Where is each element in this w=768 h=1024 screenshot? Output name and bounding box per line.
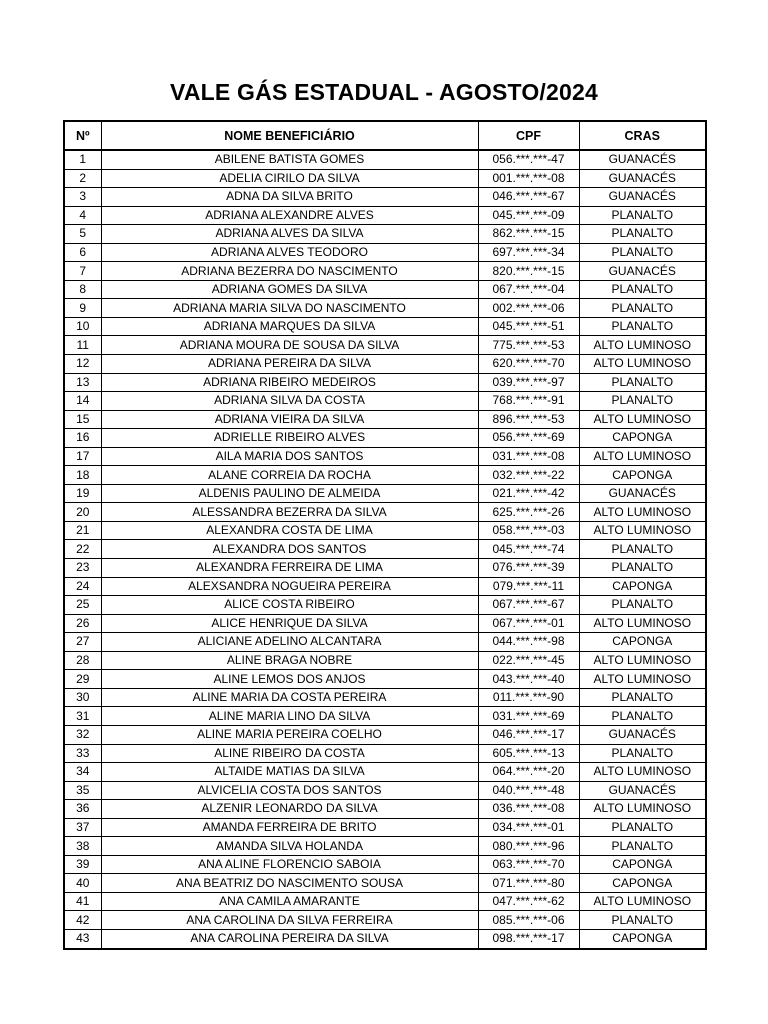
cell-cpf: 045.***.***-74 [478, 540, 579, 559]
cell-cpf: 768.***.***-91 [478, 392, 579, 411]
cell-cras: ALTO LUMINOSO [579, 614, 706, 633]
cell-cras: GUANACÉS [579, 781, 706, 800]
cell-cras: CAPONGA [579, 633, 706, 652]
table-row [64, 874, 706, 893]
cell-name: ALDENIS PAULINO DE ALMEIDA [101, 484, 478, 503]
cell-number: 35 [64, 781, 101, 800]
cell-cpf: 044.***.***-98 [478, 633, 579, 652]
cell-name: ALINE MARIA DA COSTA PEREIRA [101, 688, 478, 707]
cell-cpf: 697.***.***-34 [478, 243, 579, 262]
cell-cras: CAPONGA [579, 577, 706, 596]
cell-number: 28 [64, 651, 101, 670]
cell-number: 19 [64, 484, 101, 503]
cell-number: 29 [64, 670, 101, 689]
cell-cpf: 625.***.***-26 [478, 503, 579, 522]
cell-name: ALEXSANDRA NOGUEIRA PEREIRA [101, 577, 478, 596]
cell-number: 30 [64, 688, 101, 707]
cell-cras: ALTO LUMINOSO [579, 503, 706, 522]
cell-name: ADRIANA GOMES DA SILVA [101, 280, 478, 299]
cell-name: ADRIANA MOURA DE SOUSA DA SILVA [101, 336, 478, 355]
table-row [64, 763, 706, 782]
cell-cras: GUANACÉS [579, 188, 706, 207]
cell-cpf: 002.***.***-06 [478, 299, 579, 318]
cell-cpf: 021.***.***-42 [478, 484, 579, 503]
cell-cras: CAPONGA [579, 855, 706, 874]
table-row [64, 800, 706, 819]
table-row [64, 633, 706, 652]
cell-cras: PLANALTO [579, 744, 706, 763]
cell-number: 5 [64, 225, 101, 244]
cell-number: 27 [64, 633, 101, 652]
cell-name: ANA CAROLINA PEREIRA DA SILVA [101, 929, 478, 948]
table-row [64, 540, 706, 559]
cell-number: 3 [64, 188, 101, 207]
table-row [64, 725, 706, 744]
cell-name: ALZENIR LEONARDO DA SILVA [101, 800, 478, 819]
cell-cpf: 031.***.***-69 [478, 707, 579, 726]
cell-cpf: 080.***.***-96 [478, 837, 579, 856]
cell-cpf: 001.***.***-08 [478, 169, 579, 188]
cell-number: 15 [64, 410, 101, 429]
cell-name: ALANE CORREIA DA ROCHA [101, 466, 478, 485]
cell-cras: ALTO LUMINOSO [579, 447, 706, 466]
table-row [64, 150, 706, 169]
cell-name: ALINE MARIA PEREIRA COELHO [101, 725, 478, 744]
cell-number: 43 [64, 929, 101, 948]
cell-name: ALICE HENRIQUE DA SILVA [101, 614, 478, 633]
cell-cpf: 076.***.***-39 [478, 559, 579, 578]
cell-cpf: 085.***.***-06 [478, 911, 579, 930]
cell-number: 42 [64, 911, 101, 930]
cell-number: 40 [64, 874, 101, 893]
cell-cpf: 032.***.***-22 [478, 466, 579, 485]
cell-name: ADRIANA ALEXANDRE ALVES [101, 206, 478, 225]
table-row [64, 429, 706, 448]
cell-name: ALICE COSTA RIBEIRO [101, 596, 478, 615]
cell-number: 24 [64, 577, 101, 596]
table-row [64, 188, 706, 207]
cell-name: ALINE RIBEIRO DA COSTA [101, 744, 478, 763]
cell-name: ALVICELIA COSTA DOS SANTOS [101, 781, 478, 800]
cell-cpf: 064.***.***-20 [478, 763, 579, 782]
cell-cpf: 067.***.***-04 [478, 280, 579, 299]
cell-cras: CAPONGA [579, 929, 706, 948]
cell-cpf: 056.***.***-69 [478, 429, 579, 448]
cell-name: ADRIANA RIBEIRO MEDEIROS [101, 373, 478, 392]
cell-number: 31 [64, 707, 101, 726]
cell-cpf: 045.***.***-51 [478, 317, 579, 336]
header-cpf: CPF [478, 121, 579, 150]
cell-number: 37 [64, 818, 101, 837]
cell-cpf: 820.***.***-15 [478, 262, 579, 281]
cell-cpf: 896.***.***-53 [478, 410, 579, 429]
cell-cpf: 067.***.***-01 [478, 614, 579, 633]
cell-number: 13 [64, 373, 101, 392]
cell-cpf: 036.***.***-08 [478, 800, 579, 819]
table-row [64, 781, 706, 800]
cell-number: 18 [64, 466, 101, 485]
cell-name: AMANDA SILVA HOLANDA [101, 837, 478, 856]
cell-name: ALEXANDRA COSTA DE LIMA [101, 521, 478, 540]
cell-name: ALICIANE ADELINO ALCANTARA [101, 633, 478, 652]
cell-number: 25 [64, 596, 101, 615]
cell-name: ANA CAMILA AMARANTE [101, 892, 478, 911]
cell-name: ANA ALINE FLORENCIO SABOIA [101, 855, 478, 874]
table-row [64, 688, 706, 707]
cell-name: ADNA DA SILVA BRITO [101, 188, 478, 207]
table-row [64, 392, 706, 411]
cell-number: 23 [64, 559, 101, 578]
cell-name: ADRIELLE RIBEIRO ALVES [101, 429, 478, 448]
cell-name: ALEXANDRA DOS SANTOS [101, 540, 478, 559]
cell-number: 14 [64, 392, 101, 411]
table-row [64, 559, 706, 578]
cell-number: 11 [64, 336, 101, 355]
cell-cpf: 011.***.***-90 [478, 688, 579, 707]
cell-name: ADRIANA ALVES TEODORO [101, 243, 478, 262]
table-body [64, 150, 706, 949]
cell-cras: CAPONGA [579, 874, 706, 893]
beneficiary-table [63, 120, 707, 950]
table-row [64, 336, 706, 355]
table-row [64, 243, 706, 262]
cell-name: AILA MARIA DOS SANTOS [101, 447, 478, 466]
cell-cras: ALTO LUMINOSO [579, 410, 706, 429]
cell-name: ADRIANA ALVES DA SILVA [101, 225, 478, 244]
cell-cras: PLANALTO [579, 280, 706, 299]
cell-cpf: 043.***.***-40 [478, 670, 579, 689]
header-number: Nº [64, 121, 101, 150]
cell-cpf: 058.***.***-03 [478, 521, 579, 540]
cell-cras: PLANALTO [579, 818, 706, 837]
table-row [64, 280, 706, 299]
table-row [64, 299, 706, 318]
cell-cras: PLANALTO [579, 688, 706, 707]
table-row [64, 614, 706, 633]
table-row [64, 577, 706, 596]
table-row [64, 911, 706, 930]
cell-number: 33 [64, 744, 101, 763]
cell-cras: CAPONGA [579, 429, 706, 448]
cell-name: ADRIANA PEREIRA DA SILVA [101, 355, 478, 374]
cell-number: 20 [64, 503, 101, 522]
cell-name: AMANDA FERREIRA DE BRITO [101, 818, 478, 837]
header-name: NOME BENEFICIÁRIO [101, 121, 478, 150]
cell-name: ADRIANA VIEIRA DA SILVA [101, 410, 478, 429]
cell-number: 21 [64, 521, 101, 540]
cell-cras: PLANALTO [579, 559, 706, 578]
table-row [64, 466, 706, 485]
cell-cpf: 056.***.***-47 [478, 150, 579, 169]
cell-number: 9 [64, 299, 101, 318]
table-row [64, 929, 706, 948]
cell-cpf: 022.***.***-45 [478, 651, 579, 670]
cell-cras: PLANALTO [579, 243, 706, 262]
table-row [64, 744, 706, 763]
table-row [64, 447, 706, 466]
cell-cras: PLANALTO [579, 596, 706, 615]
cell-cras: ALTO LUMINOSO [579, 892, 706, 911]
cell-name: ALINE LEMOS DOS ANJOS [101, 670, 478, 689]
table-row [64, 373, 706, 392]
cell-cras: PLANALTO [579, 299, 706, 318]
cell-number: 36 [64, 800, 101, 819]
table-row [64, 169, 706, 188]
table-row [64, 837, 706, 856]
cell-cras: CAPONGA [579, 466, 706, 485]
cell-cras: PLANALTO [579, 540, 706, 559]
table-row [64, 410, 706, 429]
cell-cras: ALTO LUMINOSO [579, 521, 706, 540]
cell-cpf: 620.***.***-70 [478, 355, 579, 374]
cell-number: 32 [64, 725, 101, 744]
cell-cras: PLANALTO [579, 392, 706, 411]
cell-number: 16 [64, 429, 101, 448]
cell-cras: GUANACÉS [579, 725, 706, 744]
cell-name: ANA BEATRIZ DO NASCIMENTO SOUSA [101, 874, 478, 893]
table-row [64, 206, 706, 225]
cell-cras: GUANACÉS [579, 484, 706, 503]
table-row [64, 818, 706, 837]
cell-cras: PLANALTO [579, 373, 706, 392]
cell-cpf: 071.***.***-80 [478, 874, 579, 893]
cell-cras: ALTO LUMINOSO [579, 800, 706, 819]
cell-cras: PLANALTO [579, 911, 706, 930]
cell-number: 7 [64, 262, 101, 281]
cell-cpf: 039.***.***-97 [478, 373, 579, 392]
cell-number: 38 [64, 837, 101, 856]
cell-number: 4 [64, 206, 101, 225]
cell-number: 17 [64, 447, 101, 466]
cell-cpf: 605.***.***-13 [478, 744, 579, 763]
cell-number: 10 [64, 317, 101, 336]
cell-number: 39 [64, 855, 101, 874]
cell-cpf: 098.***.***-17 [478, 929, 579, 948]
cell-name: ALESSANDRA BEZERRA DA SILVA [101, 503, 478, 522]
cell-name: ALINE BRAGA NOBRE [101, 651, 478, 670]
cell-cpf: 031.***.***-08 [478, 447, 579, 466]
table-row [64, 355, 706, 374]
cell-name: ADRIANA SILVA DA COSTA [101, 392, 478, 411]
table-row [64, 484, 706, 503]
cell-cras: ALTO LUMINOSO [579, 336, 706, 355]
cell-cpf: 063.***.***-70 [478, 855, 579, 874]
cell-cras: PLANALTO [579, 707, 706, 726]
cell-cpf: 045.***.***-09 [478, 206, 579, 225]
table-row [64, 317, 706, 336]
cell-cpf: 079.***.***-11 [478, 577, 579, 596]
cell-cpf: 046.***.***-17 [478, 725, 579, 744]
cell-name: ALINE MARIA LINO DA SILVA [101, 707, 478, 726]
document-title: VALE GÁS ESTADUAL - AGOSTO/2024 [170, 79, 598, 105]
header-cras: CRAS [579, 121, 706, 150]
table-header-row [64, 121, 706, 150]
cell-cpf: 040.***.***-48 [478, 781, 579, 800]
cell-cras: ALTO LUMINOSO [579, 763, 706, 782]
cell-name: ADELIA CIRILO DA SILVA [101, 169, 478, 188]
cell-cras: ALTO LUMINOSO [579, 355, 706, 374]
cell-number: 2 [64, 169, 101, 188]
cell-cras: PLANALTO [579, 225, 706, 244]
cell-name: ALEXANDRA FERREIRA DE LIMA [101, 559, 478, 578]
table-row [64, 892, 706, 911]
cell-cras: ALTO LUMINOSO [579, 651, 706, 670]
cell-cpf: 862.***.***-15 [478, 225, 579, 244]
table-row [64, 651, 706, 670]
cell-number: 8 [64, 280, 101, 299]
table-row [64, 225, 706, 244]
cell-number: 22 [64, 540, 101, 559]
cell-cras: PLANALTO [579, 317, 706, 336]
cell-number: 41 [64, 892, 101, 911]
table-row [64, 707, 706, 726]
cell-cras: PLANALTO [579, 837, 706, 856]
cell-number: 26 [64, 614, 101, 633]
table-row [64, 670, 706, 689]
cell-name: ANA CAROLINA DA SILVA FERREIRA [101, 911, 478, 930]
table-row [64, 262, 706, 281]
cell-cpf: 067.***.***-67 [478, 596, 579, 615]
table-row [64, 596, 706, 615]
cell-number: 12 [64, 355, 101, 374]
table-row [64, 521, 706, 540]
cell-cpf: 047.***.***-62 [478, 892, 579, 911]
cell-number: 34 [64, 763, 101, 782]
cell-name: ADRIANA MARQUES DA SILVA [101, 317, 478, 336]
cell-cras: GUANACÉS [579, 150, 706, 169]
cell-cpf: 775.***.***-53 [478, 336, 579, 355]
cell-number: 6 [64, 243, 101, 262]
cell-name: ALTAIDE MATIAS DA SILVA [101, 763, 478, 782]
cell-cras: ALTO LUMINOSO [579, 670, 706, 689]
cell-name: ADRIANA BEZERRA DO NASCIMENTO [101, 262, 478, 281]
cell-cras: GUANACÉS [579, 169, 706, 188]
table-row [64, 503, 706, 522]
cell-cpf: 046.***.***-67 [478, 188, 579, 207]
cell-number: 1 [64, 150, 101, 169]
cell-cras: GUANACÉS [579, 262, 706, 281]
cell-name: ADRIANA MARIA SILVA DO NASCIMENTO [101, 299, 478, 318]
table-row [64, 855, 706, 874]
cell-cpf: 034.***.***-01 [478, 818, 579, 837]
cell-name: ABILENE BATISTA GOMES [101, 150, 478, 169]
cell-cras: PLANALTO [579, 206, 706, 225]
